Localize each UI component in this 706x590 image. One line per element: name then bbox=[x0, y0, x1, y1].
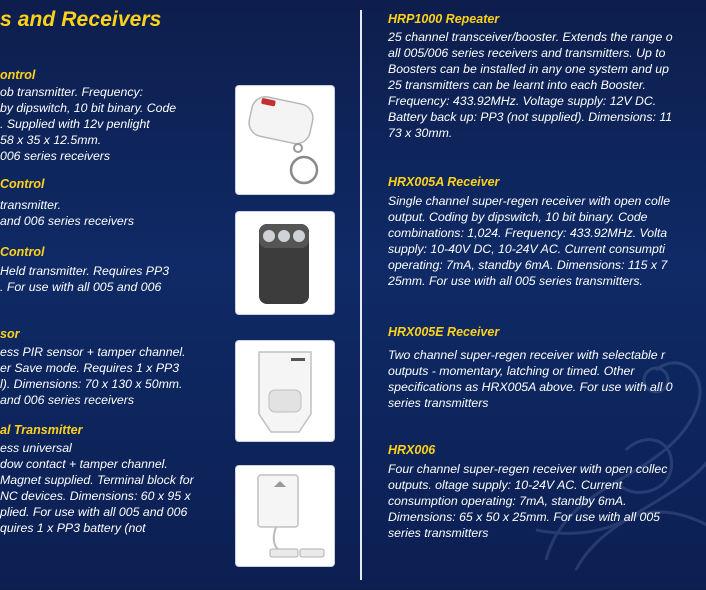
section-text-line: outputs. oltage supply: 10-24V AC. Current bbox=[388, 478, 623, 492]
section-text-line: series transmitters bbox=[388, 526, 489, 540]
section-text-line: transmitter. bbox=[0, 198, 62, 212]
section-text-line: Single channel super-regen receiver with open colle bbox=[388, 194, 671, 208]
door-contact-photo bbox=[236, 466, 334, 566]
section-text-line: er Save mode. Requires 1 x PP3 bbox=[0, 361, 180, 375]
section-text-line: . Supplied with 12v penlight bbox=[0, 117, 150, 131]
section-heading: HRP1000 Repeater bbox=[388, 12, 500, 26]
section-text-line: NC devices. Dimensions: 60 x 95 x bbox=[0, 489, 191, 503]
pir-sensor-icon bbox=[245, 344, 325, 439]
section-text-line: Held transmitter. Requires PP3 bbox=[0, 264, 170, 278]
section-text-line: and 006 series receivers bbox=[0, 214, 134, 228]
section-text-line: Boosters can be installed in any one system and up bbox=[388, 62, 669, 76]
section-text-line: . For use with all 005 and 006 bbox=[0, 280, 162, 294]
keyfob-photo bbox=[236, 86, 334, 194]
section-text-line: 58 x 35 x 12.5mm. bbox=[0, 133, 102, 147]
section-text-line: supply: 10-40V DC, 10-24V AC. Current consumpti bbox=[388, 242, 666, 256]
right-column bbox=[362, 0, 706, 588]
section-text-line: Frequency: 433.92MHz. Voltage supply: 12V DC. bbox=[388, 94, 657, 108]
section-text-line: Dimensions: 65 x 50 x 25mm. For use with all 005 bbox=[388, 510, 661, 524]
section-text-line: by dipswitch, 10 bit binary. Code bbox=[0, 101, 177, 115]
section-heading: al Transmitter bbox=[0, 423, 83, 437]
section-text-line: quires 1 x PP3 battery (not bbox=[0, 521, 146, 535]
section-text-line: 25mm. For use with all 005 series transmitters. bbox=[388, 274, 643, 288]
section-text-line: Four channel super-regen receiver with open collec bbox=[388, 462, 668, 476]
section-text-line: 006 series receivers bbox=[0, 149, 111, 163]
section-text-line: consumption operating: 7mA, standby 6mA. bbox=[388, 494, 627, 508]
section-text-line: Battery back up: PP3 (not supplied). Dimensions: 11 bbox=[388, 110, 673, 124]
section-text-line: Magnet supplied. Terminal block for bbox=[0, 473, 194, 487]
section-text-line: combinations: 1,024. Frequency: 433.92MHz. Volta bbox=[388, 226, 668, 240]
section-text-line: operating: 7mA, standby 6mA. Dimensions: 115 x 7 bbox=[388, 258, 668, 272]
section-text-line: all 005/006 series receivers and transmitters. Up to bbox=[388, 46, 666, 60]
section-text-line: specifications as HRX005A above. For use with all 0 bbox=[388, 380, 673, 394]
section-heading: sor bbox=[0, 327, 20, 341]
section-text-line: Two channel super-regen receiver with selectable r bbox=[388, 348, 666, 362]
section-text-line: output. Coding by dipswitch, 10 bit binary. Code bbox=[388, 210, 648, 224]
remote-icon bbox=[245, 216, 325, 311]
section-text-line: 73 x 30mm. bbox=[388, 126, 453, 140]
door-contact-icon bbox=[240, 469, 330, 564]
section-heading: HRX006 bbox=[388, 443, 436, 457]
section-heading: Control bbox=[0, 177, 45, 191]
section-text-line: ess PIR sensor + tamper channel. bbox=[0, 345, 186, 359]
section-text-line: 25 transmitters can be learnt into each Booster. bbox=[388, 78, 646, 92]
section-text-line: l). Dimensions: 70 x 130 x 50mm. bbox=[0, 377, 183, 391]
section-text-line: dow contact + tamper channel. bbox=[0, 457, 168, 471]
section-text-line: ess universal bbox=[0, 441, 72, 455]
section-text-line: ob transmitter. Frequency: bbox=[0, 85, 144, 99]
section-text-line: and 006 series receivers bbox=[0, 393, 134, 407]
keyfob-icon bbox=[240, 90, 330, 190]
pir-sensor-photo bbox=[236, 341, 334, 441]
section-heading: HRX005E Receiver bbox=[388, 325, 500, 339]
section-heading: ontrol bbox=[0, 68, 36, 82]
section-text-line: outputs - momentary, latching or timed. Other bbox=[388, 364, 635, 378]
page-title: s and Receivers bbox=[0, 8, 162, 31]
section-heading: Control bbox=[0, 245, 45, 259]
section-text-line: series transmitters bbox=[388, 396, 489, 410]
section-heading: HRX005A Receiver bbox=[388, 175, 500, 189]
section-text-line: 25 channel transceiver/booster. Extends the range o bbox=[388, 30, 673, 44]
remote-photo bbox=[236, 212, 334, 314]
section-text-line: plied. For use with all 005 and 006 bbox=[0, 505, 188, 519]
